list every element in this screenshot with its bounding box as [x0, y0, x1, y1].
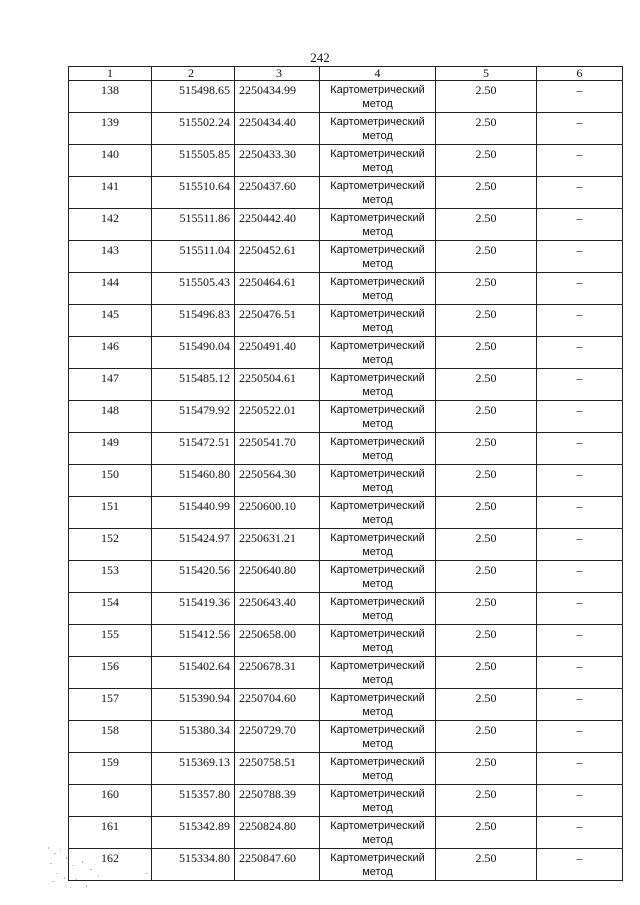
cell-y-coordinate: 2250758.51 — [235, 753, 320, 785]
cell-note: – — [537, 497, 623, 529]
cell-note: – — [537, 625, 623, 657]
table-row — [69, 401, 623, 433]
cell-point-number: 156 — [69, 657, 152, 689]
cell-note: – — [537, 849, 623, 881]
cell-error: 2.50 — [436, 305, 537, 337]
cell-x-coordinate: 515472.51 — [152, 433, 235, 465]
cell-note: – — [537, 561, 623, 593]
cell-note: – — [537, 529, 623, 561]
table-row — [69, 689, 623, 721]
cell-point-number: 141 — [69, 177, 152, 209]
cell-note: – — [537, 753, 623, 785]
table-row — [69, 721, 623, 753]
cell-note: – — [537, 369, 623, 401]
cell-point-number: 154 — [69, 593, 152, 625]
cell-note: – — [537, 145, 623, 177]
cell-x-coordinate: 515479.92 — [152, 401, 235, 433]
cell-method: Картометрический метод — [320, 721, 436, 753]
table-row — [69, 433, 623, 465]
cell-x-coordinate: 515419.36 — [152, 593, 235, 625]
cell-point-number: 146 — [69, 337, 152, 369]
table-row — [69, 593, 623, 625]
cell-note: – — [537, 465, 623, 497]
table-row — [69, 241, 623, 273]
cell-point-number: 161 — [69, 817, 152, 849]
table-row — [69, 273, 623, 305]
cell-x-coordinate: 515505.43 — [152, 273, 235, 305]
header-col-3: 3 — [235, 67, 320, 81]
cell-point-number: 152 — [69, 529, 152, 561]
cell-note: – — [537, 593, 623, 625]
table-row — [69, 465, 623, 497]
cell-x-coordinate: 515334.80 — [152, 849, 235, 881]
cell-x-coordinate: 515390.94 — [152, 689, 235, 721]
cell-x-coordinate: 515496.83 — [152, 305, 235, 337]
cell-y-coordinate: 2250491.40 — [235, 337, 320, 369]
header-row — [69, 67, 623, 81]
cell-method: Картометрический метод — [320, 657, 436, 689]
cell-error: 2.50 — [436, 273, 537, 305]
cell-note: – — [537, 689, 623, 721]
table-row — [69, 497, 623, 529]
cell-method: Картометрический метод — [320, 689, 436, 721]
cell-y-coordinate: 2250631.21 — [235, 529, 320, 561]
cell-x-coordinate: 515420.56 — [152, 561, 235, 593]
cell-method: Картометрический метод — [320, 817, 436, 849]
cell-x-coordinate: 515490.04 — [152, 337, 235, 369]
cell-y-coordinate: 2250464.61 — [235, 273, 320, 305]
cell-error: 2.50 — [436, 817, 537, 849]
cell-y-coordinate: 2250678.31 — [235, 657, 320, 689]
header-col-1: 1 — [69, 67, 152, 81]
cell-error: 2.50 — [436, 721, 537, 753]
cell-method: Картометрический метод — [320, 401, 436, 433]
cell-error: 2.50 — [436, 497, 537, 529]
table-row — [69, 625, 623, 657]
cell-point-number: 160 — [69, 785, 152, 817]
cell-note: – — [537, 113, 623, 145]
cell-point-number: 159 — [69, 753, 152, 785]
cell-method: Картометрический метод — [320, 241, 436, 273]
table-row — [69, 529, 623, 561]
cell-method: Картометрический метод — [320, 369, 436, 401]
cell-note: – — [537, 657, 623, 689]
cell-method: Картометрический метод — [320, 497, 436, 529]
cell-x-coordinate: 515342.89 — [152, 817, 235, 849]
cell-x-coordinate: 515511.04 — [152, 241, 235, 273]
cell-error: 2.50 — [436, 337, 537, 369]
cell-y-coordinate: 2250643.40 — [235, 593, 320, 625]
cell-x-coordinate: 515402.64 — [152, 657, 235, 689]
cell-method: Картометрический метод — [320, 625, 436, 657]
cell-note: – — [537, 785, 623, 817]
page-number: 242 — [310, 50, 330, 65]
cell-error: 2.50 — [436, 785, 537, 817]
table-row — [69, 753, 623, 785]
cell-x-coordinate: 515485.12 — [152, 369, 235, 401]
cell-y-coordinate: 2250788.39 — [235, 785, 320, 817]
cell-method: Картометрический метод — [320, 753, 436, 785]
table-row — [69, 561, 623, 593]
cell-point-number: 153 — [69, 561, 152, 593]
cell-point-number: 158 — [69, 721, 152, 753]
cell-note: – — [537, 209, 623, 241]
cell-error: 2.50 — [436, 625, 537, 657]
cell-note: – — [537, 401, 623, 433]
cell-method: Картометрический метод — [320, 785, 436, 817]
cell-note: – — [537, 305, 623, 337]
cell-error: 2.50 — [436, 369, 537, 401]
cell-error: 2.50 — [436, 753, 537, 785]
cell-point-number: 147 — [69, 369, 152, 401]
table-row — [69, 145, 623, 177]
table-row — [69, 657, 623, 689]
cell-point-number: 155 — [69, 625, 152, 657]
cell-y-coordinate: 2250729.70 — [235, 721, 320, 753]
cell-x-coordinate: 515505.85 — [152, 145, 235, 177]
cell-y-coordinate: 2250452.61 — [235, 241, 320, 273]
cell-x-coordinate: 515357.80 — [152, 785, 235, 817]
cell-method: Картометрический метод — [320, 593, 436, 625]
cell-y-coordinate: 2250437.60 — [235, 177, 320, 209]
cell-y-coordinate: 2250541.70 — [235, 433, 320, 465]
cell-error: 2.50 — [436, 145, 537, 177]
cell-error: 2.50 — [436, 849, 537, 881]
cell-error: 2.50 — [436, 401, 537, 433]
cell-method: Картометрический метод — [320, 81, 436, 113]
cell-x-coordinate: 515511.86 — [152, 209, 235, 241]
cell-y-coordinate: 2250434.99 — [235, 81, 320, 113]
cell-point-number: 138 — [69, 81, 152, 113]
cell-point-number: 150 — [69, 465, 152, 497]
cell-y-coordinate: 2250564.30 — [235, 465, 320, 497]
header-col-6: 6 — [537, 67, 623, 81]
cell-error: 2.50 — [436, 657, 537, 689]
scan-artifact-marks — [46, 843, 156, 893]
table-row — [69, 81, 623, 113]
cell-point-number: 157 — [69, 689, 152, 721]
coordinates-table — [68, 66, 623, 881]
cell-x-coordinate: 515369.13 — [152, 753, 235, 785]
cell-point-number: 139 — [69, 113, 152, 145]
cell-method: Картометрический метод — [320, 145, 436, 177]
cell-method: Картометрический метод — [320, 209, 436, 241]
cell-error: 2.50 — [436, 561, 537, 593]
cell-error: 2.50 — [436, 177, 537, 209]
cell-point-number: 142 — [69, 209, 152, 241]
header-col-2: 2 — [152, 67, 235, 81]
cell-y-coordinate: 2250522.01 — [235, 401, 320, 433]
table-row — [69, 113, 623, 145]
cell-note: – — [537, 337, 623, 369]
cell-x-coordinate: 515498.65 — [152, 81, 235, 113]
cell-method: Картометрический метод — [320, 465, 436, 497]
cell-y-coordinate: 2250658.00 — [235, 625, 320, 657]
cell-point-number: 143 — [69, 241, 152, 273]
header-col-5: 5 — [436, 67, 537, 81]
cell-error: 2.50 — [436, 113, 537, 145]
cell-y-coordinate: 2250600.10 — [235, 497, 320, 529]
cell-x-coordinate: 515460.80 — [152, 465, 235, 497]
cell-method: Картометрический метод — [320, 273, 436, 305]
cell-method: Картометрический метод — [320, 305, 436, 337]
cell-note: – — [537, 273, 623, 305]
table-header — [69, 67, 623, 81]
cell-error: 2.50 — [436, 529, 537, 561]
cell-method: Картометрический метод — [320, 177, 436, 209]
cell-y-coordinate: 2250433.30 — [235, 145, 320, 177]
cell-error: 2.50 — [436, 433, 537, 465]
cell-error: 2.50 — [436, 689, 537, 721]
cell-note: – — [537, 177, 623, 209]
cell-y-coordinate: 2250847.60 — [235, 849, 320, 881]
cell-error: 2.50 — [436, 593, 537, 625]
table-row — [69, 177, 623, 209]
cell-y-coordinate: 2250824.80 — [235, 817, 320, 849]
cell-point-number: 148 — [69, 401, 152, 433]
table-row — [69, 337, 623, 369]
cell-y-coordinate: 2250504.61 — [235, 369, 320, 401]
table-row — [69, 785, 623, 817]
cell-y-coordinate: 2250442.40 — [235, 209, 320, 241]
cell-point-number: 140 — [69, 145, 152, 177]
cell-y-coordinate: 2250704.60 — [235, 689, 320, 721]
cell-method: Картометрический метод — [320, 849, 436, 881]
cell-note: – — [537, 817, 623, 849]
cell-note: – — [537, 721, 623, 753]
cell-x-coordinate: 515424.97 — [152, 529, 235, 561]
cell-x-coordinate: 515412.56 — [152, 625, 235, 657]
cell-error: 2.50 — [436, 209, 537, 241]
table-row — [69, 209, 623, 241]
cell-note: – — [537, 81, 623, 113]
cell-error: 2.50 — [436, 465, 537, 497]
table-row — [69, 369, 623, 401]
cell-y-coordinate: 2250434.40 — [235, 113, 320, 145]
cell-error: 2.50 — [436, 241, 537, 273]
table-body — [69, 81, 623, 881]
cell-note: – — [537, 433, 623, 465]
cell-y-coordinate: 2250640.80 — [235, 561, 320, 593]
cell-point-number: 151 — [69, 497, 152, 529]
cell-x-coordinate: 515380.34 — [152, 721, 235, 753]
cell-y-coordinate: 2250476.51 — [235, 305, 320, 337]
cell-x-coordinate: 515502.24 — [152, 113, 235, 145]
cell-note: – — [537, 241, 623, 273]
cell-point-number: 149 — [69, 433, 152, 465]
cell-method: Картометрический метод — [320, 337, 436, 369]
cell-method: Картометрический метод — [320, 529, 436, 561]
cell-x-coordinate: 515510.64 — [152, 177, 235, 209]
header-col-4: 4 — [320, 67, 436, 81]
cell-point-number: 144 — [69, 273, 152, 305]
cell-error: 2.50 — [436, 81, 537, 113]
table-row — [69, 305, 623, 337]
cell-point-number: 162 — [69, 849, 152, 881]
cell-x-coordinate: 515440.99 — [152, 497, 235, 529]
cell-point-number: 145 — [69, 305, 152, 337]
cell-method: Картометрический метод — [320, 561, 436, 593]
cell-method: Картометрический метод — [320, 113, 436, 145]
cell-method: Картометрический метод — [320, 433, 436, 465]
